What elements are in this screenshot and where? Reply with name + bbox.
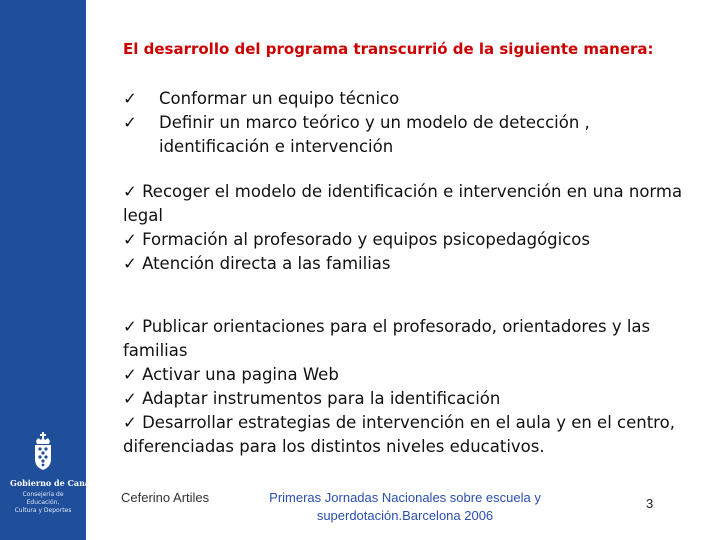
list-item xyxy=(123,111,603,159)
checkmark-icon: ✓ xyxy=(123,89,137,108)
bullet-list-2 xyxy=(123,180,688,276)
logo-title: Gobierno de Canarias xyxy=(10,478,108,488)
list-item-text: Activar una pagina Web xyxy=(142,365,339,384)
checkmark-icon: ✓ xyxy=(123,317,137,336)
checkmark-icon: ✓ xyxy=(123,254,137,273)
list-item xyxy=(123,363,688,387)
list-item-text: Recoger el modelo de identificación e intervención en una norma legal xyxy=(123,182,683,225)
list-item xyxy=(123,252,688,276)
list-item-text: Adaptar instrumentos para la identificación xyxy=(142,389,501,408)
list-item-text: Conformar un equipo técnico xyxy=(159,89,400,108)
sidebar xyxy=(0,0,108,540)
checkmark-icon: ✓ xyxy=(123,182,137,201)
footer-event-line-2: superdotación.Barcelona 2006 xyxy=(316,508,494,523)
checkmark-icon: ✓ xyxy=(123,389,137,408)
list-item xyxy=(123,387,688,411)
list-item xyxy=(123,228,688,252)
checkmark-icon: ✓ xyxy=(123,365,137,384)
bullet-list-1 xyxy=(123,87,603,159)
coat-of-arms-icon xyxy=(30,432,56,472)
list-item-text: Desarrollar estrategias de intervención en el aula y en el centro, diferenciadas para los distintos niveles educativos. xyxy=(123,413,675,456)
list-item-text: Publicar orientaciones para el profesorado, orientadores y las familias xyxy=(123,317,651,360)
list-item xyxy=(123,180,688,228)
bullet-list-3 xyxy=(123,315,688,459)
checkmark-icon: ✓ xyxy=(123,230,137,249)
slide-title: El desarrollo del programa transcurrió de la siguiente manera: xyxy=(123,40,654,58)
logo-subtitle-line-2: Cultura y Deportes xyxy=(14,507,72,514)
logo-subtitle xyxy=(10,491,76,515)
list-item xyxy=(123,87,603,111)
page-number: 3 xyxy=(646,496,654,511)
footer-event xyxy=(250,489,560,525)
footer-event-line-1: Primeras Jornadas Nacionales sobre escuela y xyxy=(269,490,541,505)
list-item-text: Atención directa a las familias xyxy=(142,254,391,273)
footer-author: Ceferino Artiles xyxy=(121,490,210,505)
logo-subtitle-line-1: Consejería de Educación, xyxy=(22,491,64,506)
list-item-text: Definir un marco teórico y un modelo de detección , identificación e intervención xyxy=(159,113,590,156)
logo xyxy=(10,432,108,515)
list-item xyxy=(123,315,688,363)
checkmark-icon: ✓ xyxy=(123,413,137,432)
checkmark-icon: ✓ xyxy=(123,113,137,132)
list-item-text: Formación al profesorado y equipos psicopedagógicos xyxy=(142,230,591,249)
list-item xyxy=(123,411,688,459)
